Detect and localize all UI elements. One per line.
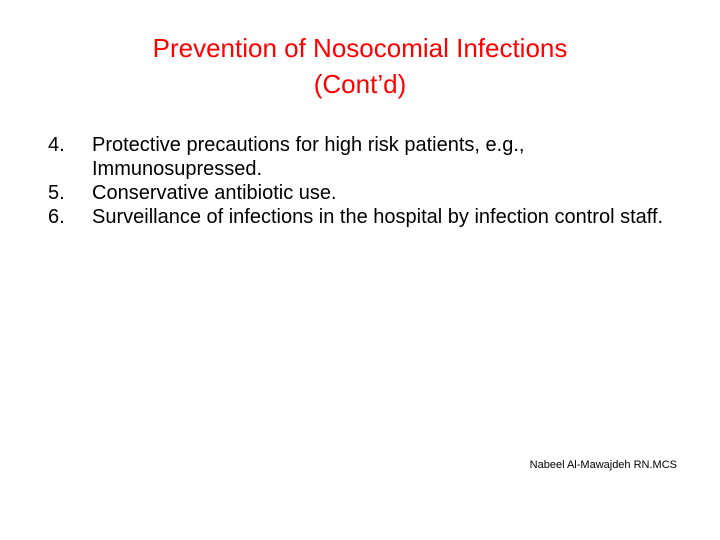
slide-title-line-2: (Cont’d)	[313, 69, 407, 99]
list-item-number: 6.	[48, 206, 65, 228]
list-item	[48, 181, 668, 205]
list-item-text: Surveillance of infections in the hospital by infection control staff.	[92, 206, 664, 228]
list-item-number: 5.	[48, 182, 65, 204]
list-item-number: 4.	[48, 134, 65, 156]
list-item	[48, 205, 668, 229]
author-footer: Nabeel Al-Mawajdeh RN.MCS	[529, 459, 677, 471]
slide-title-line-1: Prevention of Nosocomial Infections	[152, 33, 568, 63]
list-item-text: Conservative antibiotic use.	[92, 182, 337, 204]
slide-title	[40, 30, 680, 102]
list-item-text: Protective precautions for high risk patients, e.g., Immunosupressed.	[92, 134, 525, 180]
bullet-list	[48, 133, 668, 229]
list-item	[48, 133, 668, 181]
